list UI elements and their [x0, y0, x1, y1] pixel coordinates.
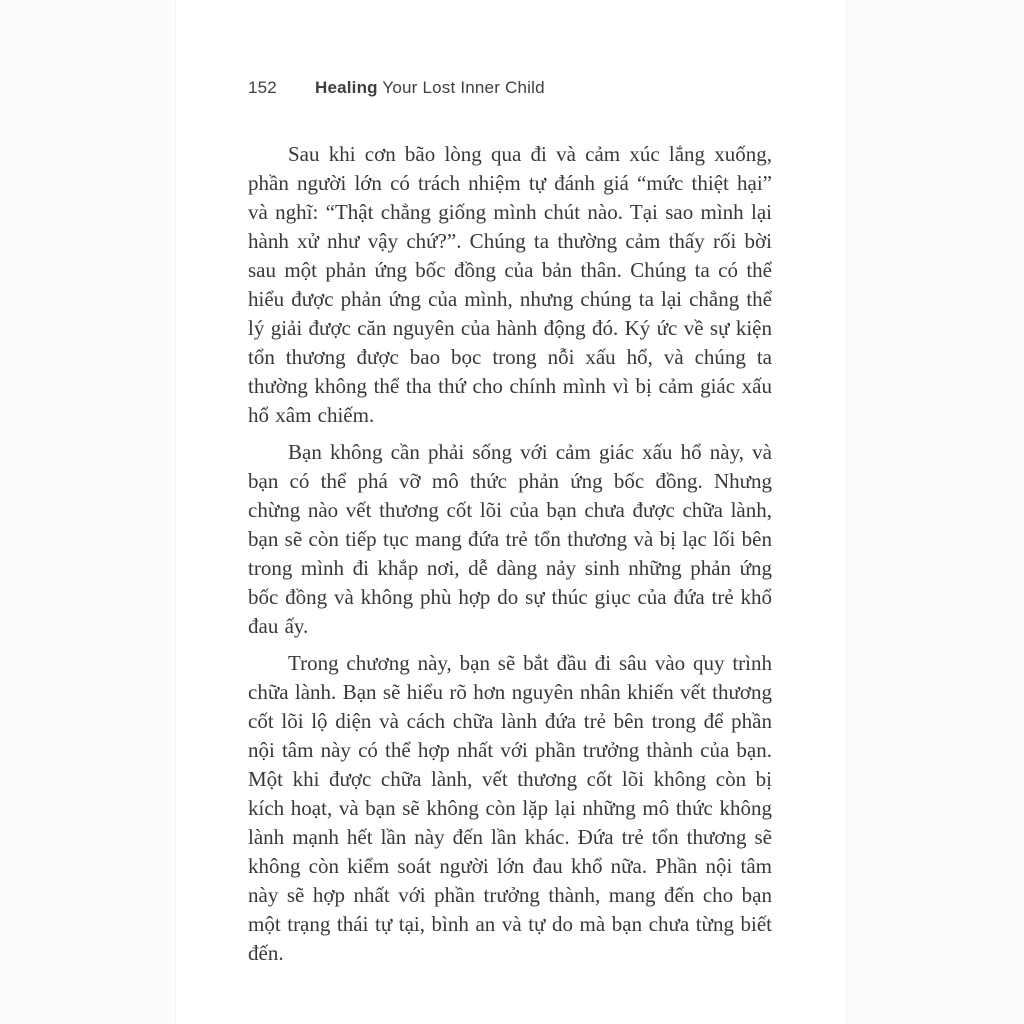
paragraph-3: Trong chương này, bạn sẽ bắt đầu đi sâu vào quy trình chữa lành. Bạn sẽ hiểu rõ hơn nguyên nhân khiến vết thương cốt lõi lộ diện và cách chữa lành đứa trẻ bên trong để phần nội tâm này có thể hợp nhất với phần trưởng thành của bạn. Một khi được chữa lành, vết thương cốt lõi không còn bị kích hoạt, và bạn sẽ không còn lặp lại những mô thức không lành mạnh hết lần này đến lần khác. Đứa trẻ tổn thương sẽ không còn kiểm soát người lớn đau khổ nữa. Phần nội tâm này sẽ hợp nhất với phần trưởng thành, mang đến cho bạn một trạng thái tự tại, bình an và tự do mà bạn chưa từng biết đến. [248, 651, 772, 965]
body-text [248, 140, 772, 968]
paragraph-2: Bạn không cần phải sống với cảm giác xấu hổ này, và bạn có thể phá vỡ mô thức phản ứng bốc đồng. Nhưng chừng nào vết thương cốt lõi của bạn chưa được chữa lành, bạn sẽ còn tiếp tục mang đứa trẻ tổn thương và bị lạc lối bên trong mình đi khắp nơi, dễ dàng nảy sinh những phản ứng bốc đồng và không phù hợp do sự thúc giục của đứa trẻ khổ đau ấy. [248, 440, 772, 638]
book-title-rest: Your Lost Inner Child [377, 78, 545, 97]
paragraph-1: Sau khi cơn bão lòng qua đi và cảm xúc lắng xuống, phần người lớn có trách nhiệm tự đánh giá “mức thiệt hại” và nghĩ: “Thật chẳng giống mình chút nào. Tại sao mình lại hành xử như vậy chứ?”. Chúng ta thường cảm thấy rối bời sau một phản ứng bốc đồng của bản thân. Chúng ta có thể hiểu được phản ứng của mình, nhưng chúng ta lại chẳng thể lý giải được căn nguyên của hành động đó. Ký ức về sự kiện tổn thương được bao bọc trong nỗi xấu hổ, và chúng ta thường không thể tha thứ cho chính mình vì bị cảm giác xấu hổ xâm chiếm. [248, 142, 772, 427]
page-content [248, 0, 772, 976]
running-header [248, 78, 772, 98]
book-page-scan [175, 0, 847, 1024]
page-number: 152 [248, 78, 277, 97]
book-title-emphasis: Healing [314, 78, 378, 97]
